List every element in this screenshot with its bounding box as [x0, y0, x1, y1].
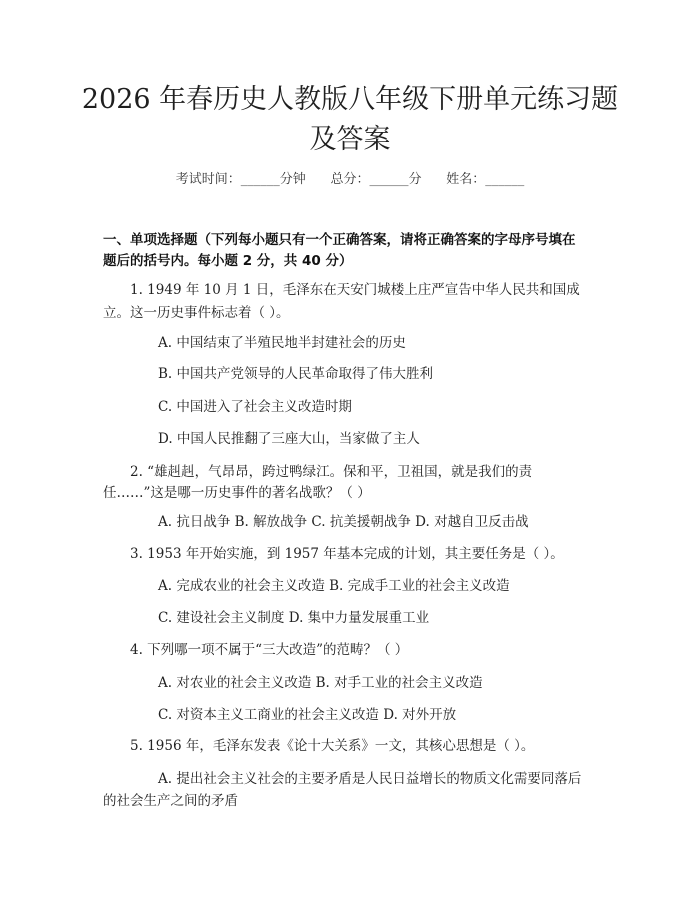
question-4-options-ab: A. 对农业的社会主义改造 B. 对手工业的社会主义改造 — [158, 675, 483, 691]
question-3-text: 3. 1953 年开始实施，到 1957 年基本完成的计划，其主要任务是（ ）。 — [130, 546, 564, 562]
page-title-line2: 及答案 — [309, 124, 391, 155]
question-3-options-ab: A. 完成农业的社会主义改造 B. 完成手工业的社会主义改造 — [158, 578, 510, 594]
question-1-text: 1. 1949 年 10 月 1 日，毛泽东在天安门城楼上庄严宣告中华人民共和国成 — [130, 282, 580, 298]
section-heading-line2: 题后的括号内。每小题 2 分，共 40 分） — [103, 253, 353, 269]
question-1-option-b: B. 中国共产党领导的人民革命取得了伟大胜利 — [158, 366, 434, 382]
question-2-text: 2. “雄赳赳，气昂昂，跨过鸭绿江。保和平，卫祖国，就是我们的责 — [130, 464, 533, 480]
question-5-option-a: A. 提出社会主义社会的主要矛盾是人民日益增长的物质文化需要同落后 — [158, 771, 582, 787]
question-2-text-cont: 任……”这是哪一历史事件的著名战歌？（ ） — [103, 485, 371, 501]
question-5-option-a-cont: 的社会生产之间的矛盾 — [103, 793, 238, 809]
question-4-text: 4. 下列哪一项不属于“三大改造”的范畴？（ ） — [130, 642, 409, 658]
section-heading-line1: 一、单项选择题（下列每小题只有一个正确答案，请将正确答案的字母序号填在 — [103, 232, 576, 248]
question-1-option-d: D. 中国人民推翻了三座大山，当家做了主人 — [158, 431, 420, 447]
page-title-line1: 2026 年春历史人教版八年级下册单元练习题 — [81, 84, 619, 115]
question-1-option-c: C. 中国进入了社会主义改造时期 — [158, 399, 352, 415]
exam-meta-line: 考试时间：______分钟 总分：______分 姓名：______ — [175, 172, 525, 187]
question-5-text: 5. 1956 年，毛泽东发表《论十大关系》一文，其核心思想是（ ）。 — [130, 738, 535, 754]
question-1-text-cont: 立。这一历史事件标志着（ ）。 — [103, 305, 290, 321]
question-2-options: A. 抗日战争 B. 解放战争 C. 抗美援朝战争 D. 对越自卫反击战 — [158, 514, 529, 530]
question-3-options-cd: C. 建设社会主义制度 D. 集中力量发展重工业 — [158, 610, 430, 626]
question-4-options-cd: C. 对资本主义工商业的社会主义改造 D. 对外开放 — [158, 707, 457, 723]
question-1-option-a: A. 中国结束了半殖民地半封建社会的历史 — [158, 335, 406, 351]
